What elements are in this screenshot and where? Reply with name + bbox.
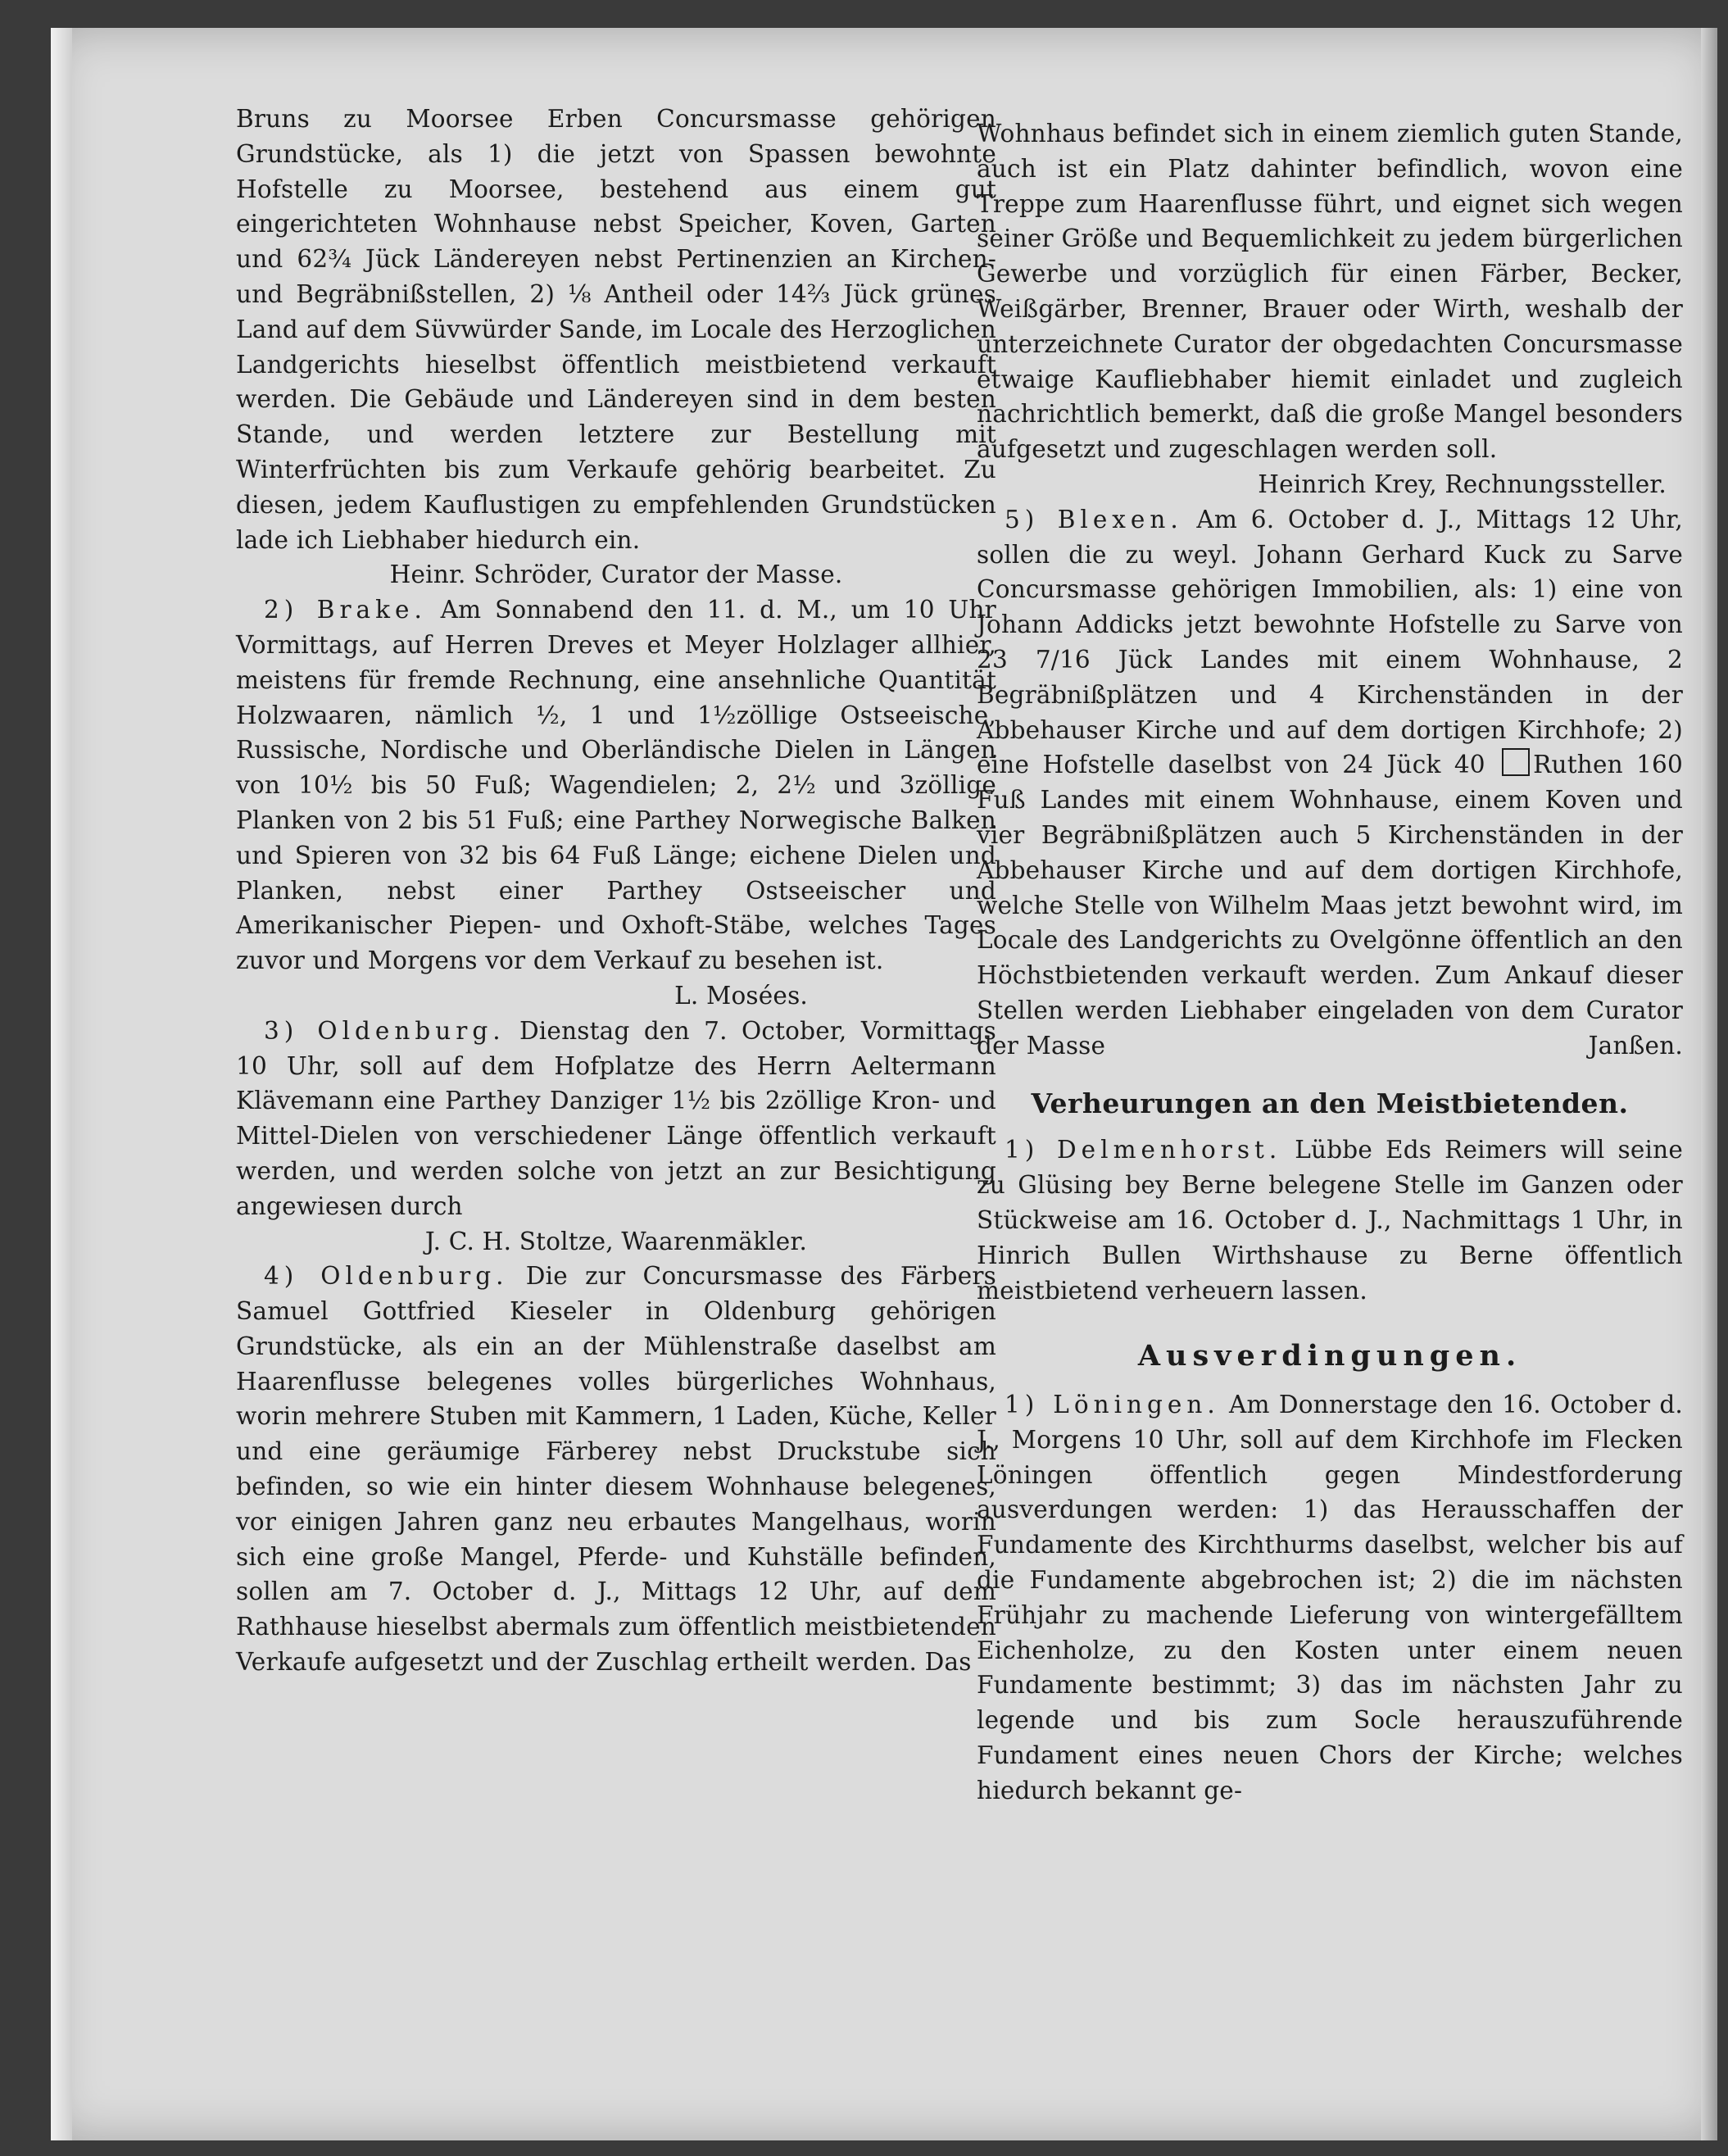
signature-krey: Heinrich Krey, Rechnungssteller.: [1258, 470, 1667, 498]
notice-oldenburg-3-text: Dienstag den 7. October, Vormittags 10 Uhr, soll auf dem Hofplatze des Herrn Aeltermann Klävemann eine Parthey Danziger 1½ bis 2zöllige Kron- und Mittel-Dielen von verschiedener Länge öffentlich verkauft werden, und werden solche von jetzt an zur Besichtigung angewiesen durch: [236, 1016, 996, 1220]
left-column: [236, 102, 996, 1680]
notice-oldenburg-4: [236, 1259, 996, 1680]
signature-stoltze: J. C. H. Stoltze, Waarenmäkler.: [424, 1227, 808, 1255]
notice-brake-text: Am Sonnabend den 11. d. M., um 10 Uhr Vormittags, auf Herren Dreves et Meyer Holzlager allhier, meistens für fremde Rechnung, eine ansehnliche Quantität Holzwaaren, nämlich ½, 1 und 1½zöllige Ostseeische, Russische, Nordische und Oberländische Dielen in Längen von 10½ bis 50 Fuß; Wagendielen; 2, 2½ und 3zöllige Planken von 2 bis 51 Fuß; eine Parthey Norwegische Balken und Spieren von 32 bis 64 Fuß Länge; eichene Dielen und Planken, nebst einer Parthey Ostseeischer und Amerikanischer Piepen- und Oxhoft-Stäbe, welches Tages zuvor und Morgens vor dem Verkauf zu besehen ist.: [236, 596, 996, 975]
notice-blexen-text-a: Am 6. October d. J., Mittags 12 Uhr, sollen die zu weyl. Johann Gerhard Kuck zu Sarve Concursmasse gehörigen Immobilien, als: 1) eine von Johann Addicks jetzt bewohnte Hofstelle zu Sarve von 23 7/16 Jück Landes mit einem Wohnhause, 2 Begräbnißplätzen und 4 Kirchenständen in der Abbehauser Kirche und auf dem dortigen Kirchhofe; 2) eine Hofstelle daselbst von 24 Jück 40: [977, 505, 1683, 779]
notice-loeningen: [977, 1387, 1683, 1809]
notice-oldenburg-4-text: Die zur Concursmasse des Färbers Samuel Gottfried Kieseler in Oldenburg gehörigen Grundstücke, als ein an der Mühlenstraße daselbst am Haarenflusse belegenes volles bürgerliches Wohnhaus, worin mehrere Stuben mit Kammern, 1 Laden, Küche, Keller und eine geräumige Färberey nebst Druckstube sich befinden, so wie ein hinter diesem Wohnhause belegenes, vor einigen Jahren ganz neu erbautes Mangelhaus, worin sich eine große Mangel, Pferde- und Kuhställe befinden, sollen am 7. October d. J., Mittags 12 Uhr, auf dem Rathhause hieselbst abermals zum öffentlich meistbietenden Verkaufe aufgesetzt und der Zuschlag ertheilt werden. Das: [236, 1262, 996, 1677]
place-blexen: 5) Blexen.: [1005, 505, 1183, 533]
place-loeningen: 1) Löningen.: [1005, 1391, 1220, 1419]
page-edge-left: [51, 28, 72, 2140]
notice-delmenhorst: [977, 1132, 1683, 1308]
notice-blexen-text-b: Ruthen 160 Fuß Landes mit einem Wohnhause, einem Koven und vier Begräbnißplätzen auch 5 Kirchenständen in der Abbehauser Kirche und auf dem dortigen Kirchhofe, welche Stelle von Wilhelm Maas jetzt bewohnt wird, im Locale des Landgerichts zu Ovelgönne öffentlich an den Höchstbietenden verkauft werden. Zum Ankauf dieser Stellen werden Liebhaber eingeladen von dem Curator der Masse: [977, 751, 1683, 1060]
section-heading-verheurungen: Verheurungen an den Meistbietenden.: [1031, 1087, 1629, 1119]
notice-moorsee-text: Bruns zu Moorsee Erben Concursmasse gehörigen Grundstücke, als 1) die jetzt von Spassen bewohnte Hofstelle zu Moorsee, bestehend aus einem gut eingerichteten Wohnhause nebst Speicher, Koven, Garten und 62¾ Jück Ländereyen nebst Pertinenzien an Kirchen- und Begräbnißstellen, 2) ⅛ Antheil oder 14⅔ Jück grünes Land auf dem Süvwürder Sande, im Locale des Herzoglichen Landgerichts hieselbst öffentlich meistbietend verkauft werden. Die Gebäude und Ländereyen sind in dem besten Stande, und werden letztere zur Bestellung mit Winterfrüchten bis zum Verkaufe gehörig bearbeitet. Zu diesen, jedem Kauflustigen zu empfehlenden Grundstücken lade ich Liebhaber hiedurch ein.: [236, 105, 996, 554]
notice-brake: [236, 592, 996, 978]
place-delmenhorst: 1) Delmenhorst.: [1005, 1136, 1282, 1164]
notice-delmenhorst-text: Lübbe Eds Reimers will seine zu Glüsing bey Berne belegene Stelle im Ganzen oder Stückweise am 16. October d. J., Nachmittags 1 Uhr, in Hinrich Bullen Wirthshause zu Berne öffentlich meistbietend verheuern lassen.: [977, 1136, 1683, 1305]
notice-oldenburg-3: [236, 1014, 996, 1224]
square-rod-symbol: [1502, 748, 1530, 776]
signature-janssen: Janßen.: [1588, 1031, 1683, 1060]
newspaper-page: [51, 28, 1717, 2140]
notice-blexen: [977, 502, 1683, 1064]
place-oldenburg-3: 3) Oldenburg.: [264, 1016, 506, 1045]
notice-oldenburg-4-cont: Wohnhaus befindet sich in einem ziemlich guten Stande, auch ist ein Platz dahinter befindlich, wovon eine Treppe zum Haarenflusse führt, und eignet sich wegen seiner Größe und Bequemlichkeit zu jedem bürgerlichen Gewerbe und vorzüglich für einen Färber, Becker, Weißgärber, Brenner, Brauer oder Wirth, weshalb der unterzeichnete Curator der obgedachten Concursmasse etwaige Kaufliebhaber hiemit einladet und zugleich nachrichtlich bemerkt, daß die große Mangel besonders aufgesetzt und zugeschlagen werden soll.: [977, 120, 1683, 464]
signature-schroeder: Heinr. Schröder, Curator der Masse.: [389, 561, 843, 589]
notice-loeningen-text: Am Donnerstage den 16. October d. J., Morgens 10 Uhr, soll auf dem Kirchhofe im Flecken Löningen öffentlich gegen Mindestforderung ausverdungen werden: 1) das Herausschaffen der Fundamente des Kirchthurms daselbst, welcher bis auf die Fundamente abgebrochen ist; 2) die im nächsten Frühjahr zu machende Lieferung von wintergefälltem Eichenholze, zu den Kosten unter einem neuen Fundamente bestimmt; 3) das im nächsten Jahr zu legende und bis zum Socle herauszuführende Fundament eines neuen Chors der Kirche; welches hiedurch bekannt ge-: [977, 1391, 1683, 1804]
place-brake: 2) Brake.: [264, 596, 427, 624]
section-heading-ausverdingungen: Ausverdingungen.: [1137, 1339, 1522, 1373]
place-oldenburg-4: 4) Oldenburg.: [264, 1262, 509, 1291]
signature-mosees: L. Mosées.: [674, 981, 808, 1010]
page-edge-right: [1701, 28, 1717, 2140]
right-column: [977, 116, 1683, 1809]
